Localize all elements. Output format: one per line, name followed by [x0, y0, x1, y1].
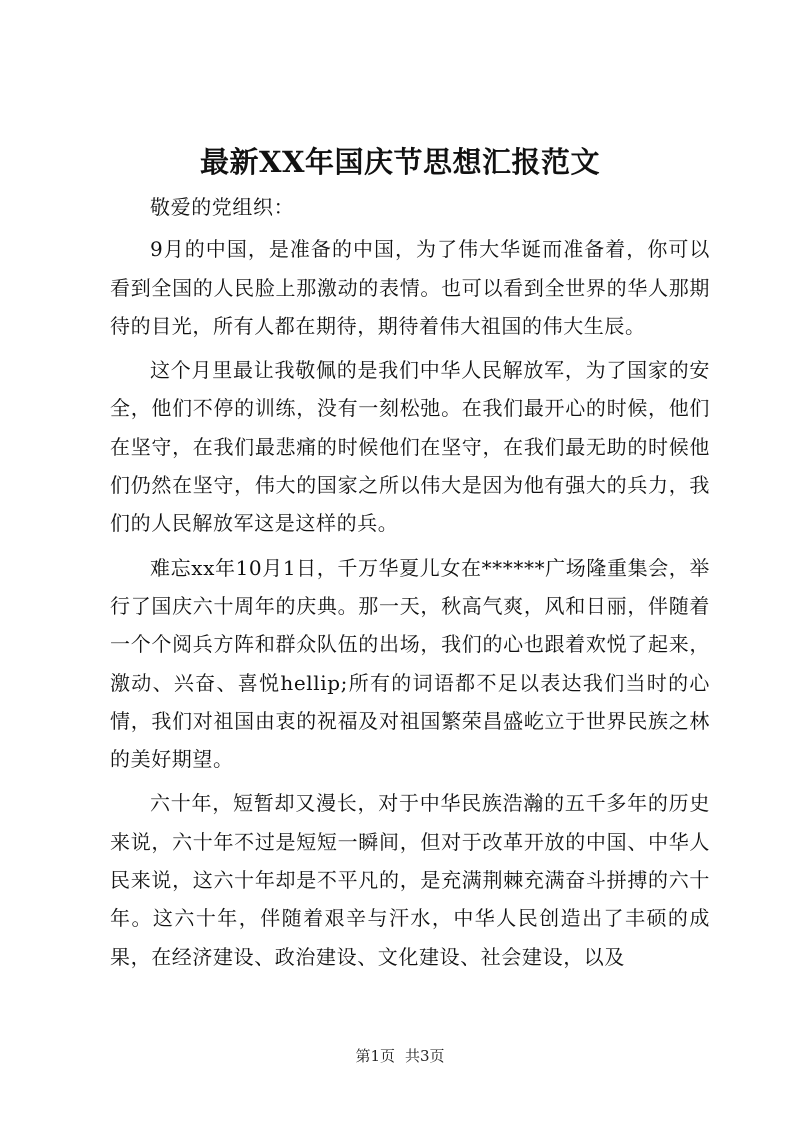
document-body — [110, 188, 710, 982]
paragraph-1: 9月的中国，是准备的中国，为了伟大华诞而准备着，你可以看到全国的人民脸上那激动的表情。也可以看到全世界的华人那期待的目光，所有人都在期待，期待着伟大祖国的伟大生辰。 — [110, 237, 710, 338]
paragraph-4: 六十年，短暂却又漫长，对于中华民族浩瀚的五千多年的历史来说，六十年不过是短短一瞬间，但对于改革开放的中国、中华人民来说，这六十年却是不平凡的，是充满荆棘充满奋斗拼搏的六十年。这六十年，伴随着艰辛与汗水，中华人民创造出了丰硕的成果，在经济建设、政治建设、文化建设、社会建设，以及 — [110, 791, 710, 969]
document-title: 最新XX年国庆节思想汇报范文 — [199, 145, 600, 179]
salutation: 敬爱的党组织： — [150, 195, 295, 219]
paragraph-3: 难忘xx年10月1日，千万华夏儿女在******广场隆重集会，举行了国庆六十周年的庆典。那一天，秋高气爽，风和日丽，伴随着一个个阅兵方阵和群众队伍的出场，我们的心也跟着欢悦了起来，激动、兴奋、喜悦hellip;所有的词语都不足以表达我们当时的心情，我们对祖国由衷的祝福及对祖国繁荣昌盛屹立于世界民族之林的美好期望。 — [110, 555, 710, 772]
page-total: 共3页 — [405, 1047, 445, 1065]
page-number: 第1页 — [355, 1047, 395, 1065]
page-footer — [0, 1046, 800, 1066]
paragraph-2: 这个月里最让我敬佩的是我们中华人民解放军，为了国家的安全，他们不停的训练，没有一刻松弛。在我们最开心的时候，他们在坚守，在我们最悲痛的时候他们在坚守，在我们最无助的时候他们仍然在坚守，伟大的国家之所以伟大是因为他有强大的兵力，我们的人民解放军这是这样的兵。 — [110, 358, 710, 536]
